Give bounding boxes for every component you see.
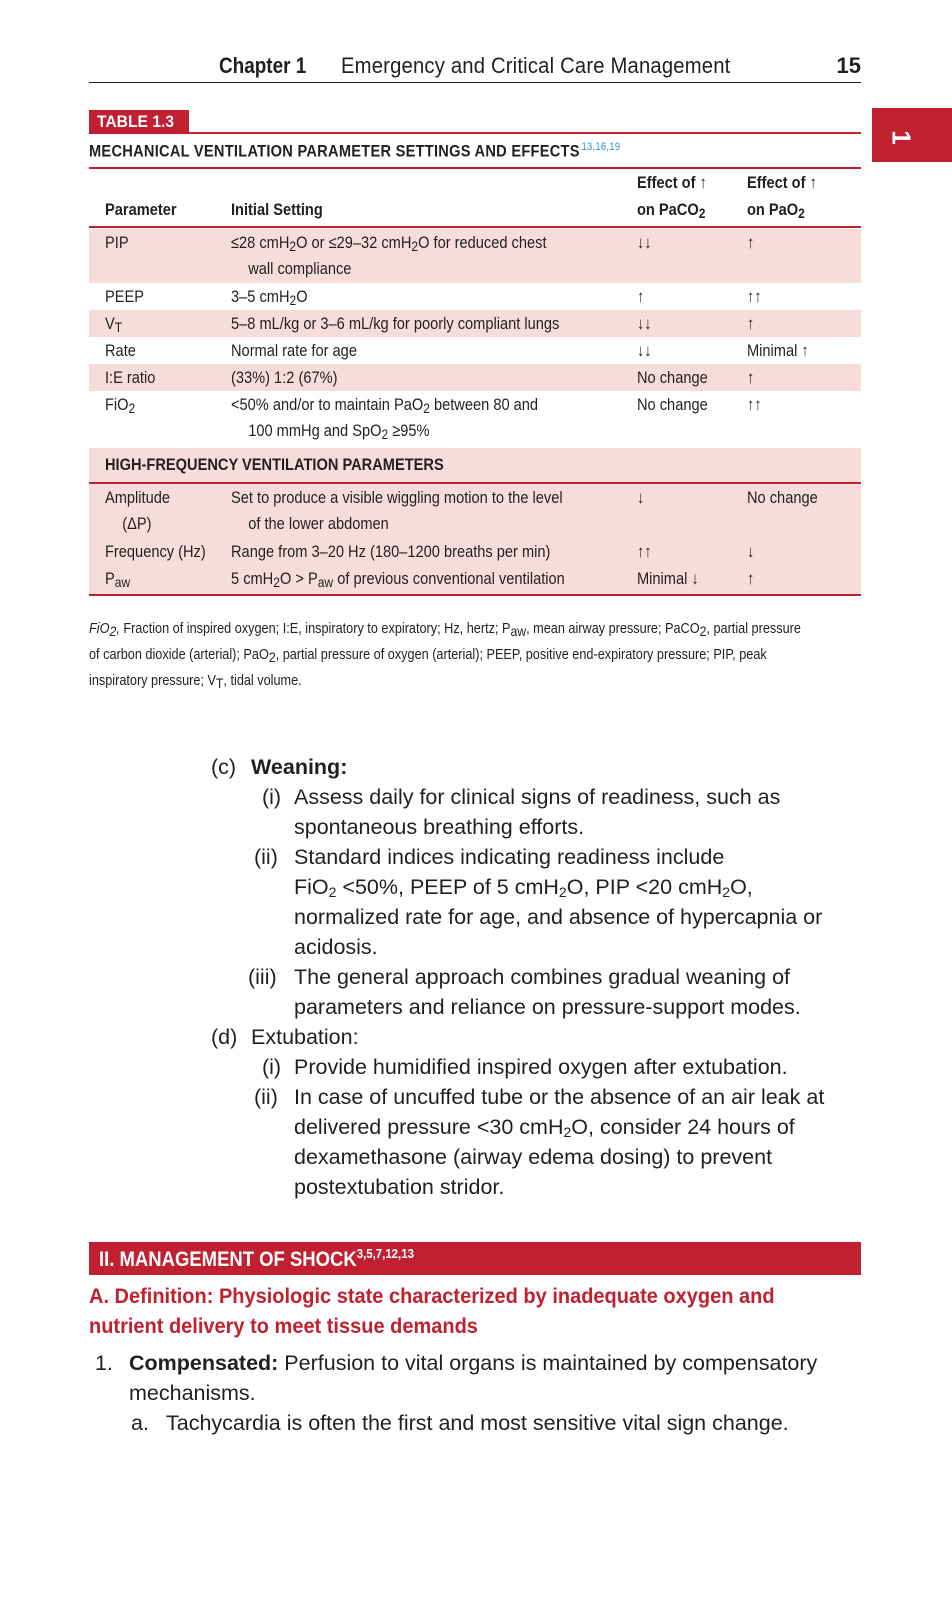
divider (89, 167, 861, 169)
cell-paco2: ↓↓ (637, 233, 652, 252)
table-subheading-row (89, 448, 861, 482)
cell-pao2: ↑ (747, 314, 755, 333)
running-header (89, 50, 861, 83)
list-item-text: dexamethasone (airway edema dosing) to prevent (294, 1145, 773, 1169)
chapter-thumb-tab (872, 108, 952, 162)
list-label: (c) (211, 755, 237, 779)
table-title: MECHANICAL VENTILATION PARAMETER SETTINGS AND EFFECTS $^{13,16,19}$ (89, 141, 621, 161)
cell-param: Amplitude (105, 488, 171, 507)
cell-setting: <50% and/or to maintain PaO$_2$ between 80 and (231, 395, 539, 416)
cell-paco2: ↓ (637, 488, 645, 507)
cell-pao2: ↑ (747, 233, 755, 252)
table-bottom-rule (89, 594, 861, 596)
section-title: II. MANAGEMENT OF SHOCK$^{3,5,7,12,13}$ (99, 1246, 414, 1271)
cell-pao2: ↓ (747, 542, 755, 561)
cell-paco2: ↑ (637, 287, 645, 306)
cell-setting-cont: 100 mmHg and SpO$_2$ ≥95% (248, 421, 430, 442)
cell-setting-cont: of the lower abdomen (248, 514, 389, 533)
table-row (89, 364, 861, 391)
cell-setting: (33%) 1:2 (67%) (231, 368, 338, 387)
cell-paco2: No change (637, 395, 708, 414)
cell-param: PEEP (105, 287, 145, 306)
table-row (89, 310, 861, 337)
list-label: a. (131, 1411, 149, 1435)
cell-setting: Range from 3–20 Hz (180–1200 breaths per min) (231, 542, 551, 561)
extubation-title: Extubation: (251, 1025, 359, 1049)
cell-setting: ≤28 cmH$_2$O or ≤29–32 cmH$_2$O for reduced chest (231, 233, 547, 254)
hf-heading: HIGH-FREQUENCY VENTILATION PARAMETERS (105, 455, 444, 474)
col-header-parameter: Parameter (105, 200, 177, 219)
section-heading-bar (89, 1242, 861, 1275)
footnote-line: of carbon dioxide (arterial); PaO$_2$, partial pressure of oxygen (arterial); PEEP, positive end-expiratory pressure; PIP, peak (89, 647, 767, 665)
weaning-title: Weaning: (251, 755, 348, 779)
list-item-text: Compensated: Perfusion to vital organs is maintained by compensatory (129, 1351, 818, 1375)
cell-paco2: Minimal ↓ (637, 569, 699, 588)
cell-paco2: ↓↓ (637, 341, 652, 360)
col-header-effect-paco2-line2: on PaCO$_2$ (637, 200, 706, 221)
cell-pao2: ↑↑ (747, 287, 762, 306)
cell-pao2: ↑ (747, 569, 755, 588)
table-row (89, 391, 861, 445)
col-header-initial-setting: Initial Setting (231, 200, 323, 219)
list-item-text: parameters and reliance on pressure-support modes. (294, 995, 801, 1019)
col-header-effect-paco2-line1: Effect of ↑ (637, 173, 707, 192)
cell-pao2: No change (747, 488, 818, 507)
footnote-line: inspiratory pressure; $V_T$, tidal volume. (89, 673, 302, 691)
col-header-effect-pao2-line2: on PaO$_2$ (747, 200, 805, 221)
cell-param: Rate (105, 341, 136, 360)
cell-param: $V_T$ (105, 314, 123, 335)
list-item-text: Assess daily for clinical signs of readiness, such as (294, 785, 781, 809)
cell-pao2: Minimal ↑ (747, 341, 809, 360)
list-item-text: delivered pressure <30 cmH$_2$O, consider 24 hours of (294, 1115, 795, 1140)
list-label: 1. (95, 1351, 113, 1375)
list-label: (i) (262, 785, 282, 809)
cell-param-cont: (ΔP) (122, 514, 152, 533)
cell-pao2: ↑↑ (747, 395, 762, 414)
table-row (89, 484, 861, 538)
cell-param: Frequency (Hz) (105, 542, 206, 561)
cell-paco2: ↓↓ (637, 314, 652, 333)
cell-paco2: No change (637, 368, 708, 387)
table-footnote (89, 617, 859, 695)
cell-setting: 5 $cmH_2O > P_{aw}$ of previous conventional ventilation (231, 569, 565, 590)
chapter-tab-number: 1 (886, 130, 917, 145)
list-label: (iii) (248, 965, 277, 989)
list-item-text: acidosis. (294, 935, 378, 959)
cell-param: FiO$_2$ (105, 395, 136, 416)
list-item-text: postextubation stridor. (294, 1175, 505, 1199)
list-item-text: mechanisms. (129, 1381, 256, 1405)
list-item-text: Standard indices indicating readiness include (294, 845, 725, 869)
list-item-text: Provide humidified inspired oxygen after extubation. (294, 1055, 788, 1079)
list-item-text: spontaneous breathing efforts. (294, 815, 585, 839)
cell-param: I:E ratio (105, 368, 156, 387)
cell-param: $P_{aw}$ (105, 569, 131, 590)
table-row (89, 337, 861, 364)
definition-heading-cont: nutrient delivery to meet tissue demands (89, 1314, 478, 1338)
divider (89, 132, 861, 134)
cell-setting: Set to produce a visible wiggling motion to the level (231, 488, 563, 507)
chapter-label: Chapter 1 (219, 53, 307, 78)
cell-setting: 3–5 cmH$_2$O (231, 287, 308, 308)
table-title-refs: 13,16,19 (581, 141, 621, 153)
footnote-line: FiO$_2$, Fraction of inspired oxygen; I:E, inspiratory to expiratory; Hz, hertz; $P_{aw}$, mean airway pressure; PaCO$_2$, partial pressure (89, 621, 801, 639)
table-row (89, 229, 861, 283)
table-row (89, 538, 861, 565)
list-label: (ii) (254, 1085, 278, 1109)
cell-setting: Normal rate for age (231, 341, 357, 360)
list-label: (i) (262, 1055, 282, 1079)
definition-heading: A. Definition: Physiologic state characterized by inadequate oxygen and (89, 1284, 775, 1308)
cell-paco2: ↑↑ (637, 542, 652, 561)
cell-param: PIP (105, 233, 129, 252)
table-tag: TABLE 1.3 (89, 110, 189, 134)
cell-setting: 5–8 mL/kg or 3–6 mL/kg for poorly compliant lungs (231, 314, 560, 333)
cell-pao2: ↑ (747, 368, 755, 387)
chapter-title: Emergency and Critical Care Management (341, 53, 731, 78)
list-item-text: In case of uncuffed tube or the absence of an air leak at (294, 1085, 825, 1109)
col-header-effect-pao2-line1: Effect of ↑ (747, 173, 817, 192)
table-row (89, 565, 861, 594)
list-label: (ii) (254, 845, 278, 869)
list-item-text: Tachycardia is often the first and most sensitive vital sign change. (166, 1411, 789, 1435)
divider (89, 226, 861, 228)
list-label: (d) (211, 1025, 238, 1049)
list-item-text: normalized rate for age, and absence of hypercapnia or (294, 905, 823, 929)
list-item-text: FiO$_2$ <50%, PEEP of 5 cmH$_2$O, PIP <20 cmH$_2$O, (294, 875, 753, 900)
list-item-text: The general approach combines gradual weaning of (294, 965, 791, 989)
page-number: 15 (836, 53, 861, 78)
table-row (89, 283, 861, 310)
cell-setting-cont: wall compliance (248, 259, 352, 278)
